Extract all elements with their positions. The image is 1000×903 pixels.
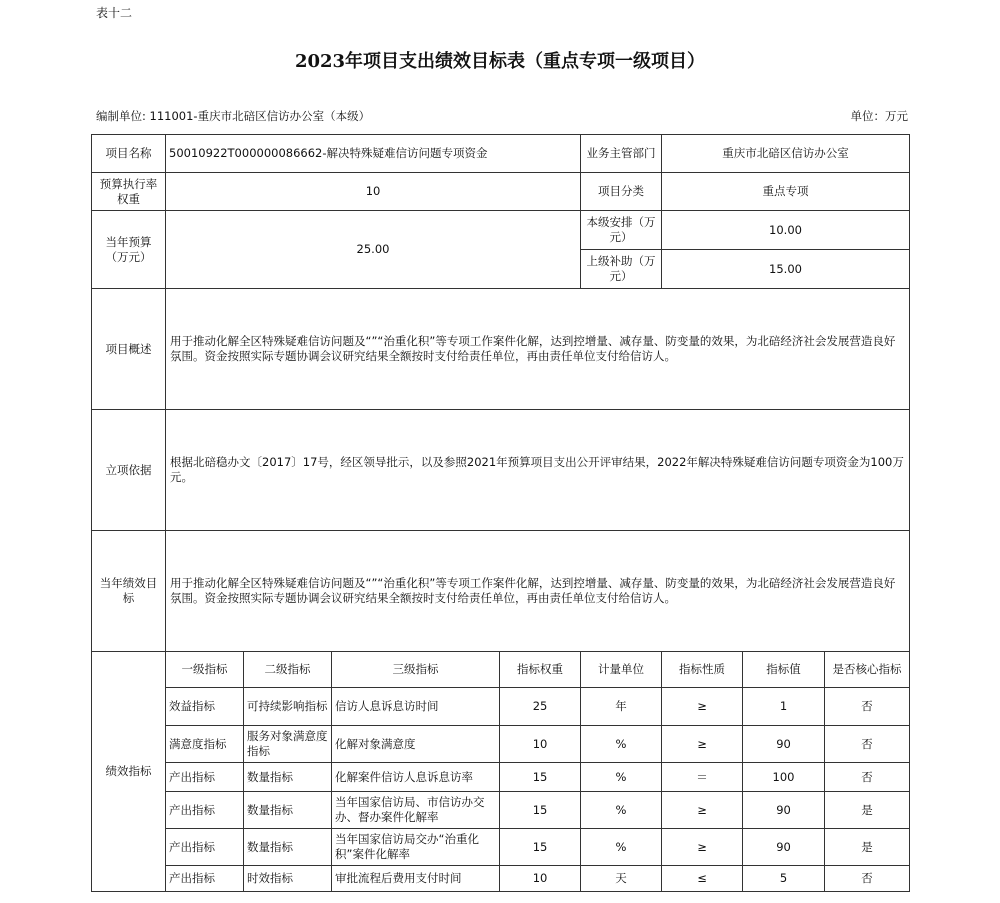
row-weight: 10 bbox=[500, 866, 581, 892]
table-row bbox=[92, 829, 910, 866]
row-nature: ≥ bbox=[662, 726, 743, 763]
table-row bbox=[92, 688, 910, 726]
row-nature: ≥ bbox=[662, 792, 743, 829]
page-title: 2023年项目支出绩效目标表（重点专项一级项目） bbox=[294, 51, 706, 72]
table-row bbox=[92, 763, 910, 792]
dept-value: 重庆市北碚区信访办公室 bbox=[662, 135, 910, 173]
budget-value: 25.00 bbox=[166, 211, 581, 289]
row-unit: 年 bbox=[581, 688, 662, 726]
row-nature: ＝ bbox=[662, 763, 743, 792]
row-value: 90 bbox=[743, 792, 825, 829]
row-level1: 满意度指标 bbox=[166, 726, 244, 763]
header-level2: 二级指标 bbox=[244, 652, 332, 688]
local-funding-value: 10.00 bbox=[662, 211, 910, 250]
project-name-value: 50010922T000000086662-解决特殊疑难信访问题专项资金 bbox=[166, 135, 581, 173]
row-level3: 化解对象满意度 bbox=[332, 726, 500, 763]
indicator-header-row bbox=[92, 652, 910, 688]
row-value: 100 bbox=[743, 763, 825, 792]
basis-label: 立项依据 bbox=[92, 410, 166, 531]
compiling-unit: 编制单位: 111001-重庆市北碚区信访办公室（本级） bbox=[96, 109, 371, 123]
row-level2: 数量指标 bbox=[244, 792, 332, 829]
header-level3: 三级指标 bbox=[332, 652, 500, 688]
row-nature: ≤ bbox=[662, 866, 743, 892]
row-level1: 产出指标 bbox=[166, 829, 244, 866]
row-core: 否 bbox=[825, 726, 910, 763]
dept-label: 业务主管部门 bbox=[581, 135, 662, 173]
row-level1: 产出指标 bbox=[166, 792, 244, 829]
local-funding-label: 本级安排（万元） bbox=[581, 211, 662, 250]
row-value: 90 bbox=[743, 726, 825, 763]
row-level3: 化解案件信访人息诉息访率 bbox=[332, 763, 500, 792]
weight-label: 预算执行率权重 bbox=[92, 173, 166, 211]
budget-label: 当年预算（万元） bbox=[92, 211, 166, 289]
row-level3: 审批流程后费用支付时间 bbox=[332, 866, 500, 892]
table-row bbox=[92, 726, 910, 763]
row-unit: % bbox=[581, 829, 662, 866]
row-weight: 10 bbox=[500, 726, 581, 763]
row-core: 否 bbox=[825, 688, 910, 726]
header-weight: 指标权重 bbox=[500, 652, 581, 688]
weight-value: 10 bbox=[166, 173, 581, 211]
project-name-label: 项目名称 bbox=[92, 135, 166, 173]
header-nature: 指标性质 bbox=[662, 652, 743, 688]
row-level1: 效益指标 bbox=[166, 688, 244, 726]
row-core: 是 bbox=[825, 792, 910, 829]
row-unit: % bbox=[581, 726, 662, 763]
overview-label: 项目概述 bbox=[92, 289, 166, 410]
row-core: 否 bbox=[825, 866, 910, 892]
basis-text: 根据北碚稳办文〔2017〕17号，经区领导批示，以及参照2021年预算项目支出公开评审结果，2022年解决特殊疑难信访问题专项资金为100万元。 bbox=[166, 410, 910, 531]
overview-text: 用于推动化解全区特殊疑难信访问题及“”“治重化积”等专项工作案件化解，达到控增量、减存量、防变量的效果，为北碚经济社会发展营造良好氛围。资金按照实际专题协调会议研究结果全额按时支付给责任单位，再由责任单位支付给信访人。 bbox=[166, 289, 910, 410]
annual-goal-text: 用于推动化解全区特殊疑难信访问题及“”“治重化积”等专项工作案件化解，达到控增量、减存量、防变量的效果，为北碚经济社会发展营造良好氛围。资金按照实际专题协调会议研究结果全额按时支付给责任单位，再由责任单位支付给信访人。 bbox=[166, 531, 910, 652]
row-value: 90 bbox=[743, 829, 825, 866]
category-label: 项目分类 bbox=[581, 173, 662, 211]
table-number: 表十二 bbox=[96, 6, 133, 20]
row-level2: 时效指标 bbox=[244, 866, 332, 892]
row-nature: ≥ bbox=[662, 829, 743, 866]
header-unit: 计量单位 bbox=[581, 652, 662, 688]
row-level2: 服务对象满意度指标 bbox=[244, 726, 332, 763]
row-core: 是 bbox=[825, 829, 910, 866]
row-unit: % bbox=[581, 763, 662, 792]
row-level2: 可持续影响指标 bbox=[244, 688, 332, 726]
row-unit: 天 bbox=[581, 866, 662, 892]
annual-goal-label: 当年绩效目标 bbox=[92, 531, 166, 652]
header-core: 是否核心指标 bbox=[825, 652, 910, 688]
row-level1: 产出指标 bbox=[166, 866, 244, 892]
row-weight: 15 bbox=[500, 763, 581, 792]
upper-subsidy-label: 上级补助（万元） bbox=[581, 250, 662, 289]
header-level1: 一级指标 bbox=[166, 652, 244, 688]
row-weight: 15 bbox=[500, 792, 581, 829]
row-level1: 产出指标 bbox=[166, 763, 244, 792]
category-value: 重点专项 bbox=[662, 173, 910, 211]
row-value: 1 bbox=[743, 688, 825, 726]
row-level3: 当年国家信访局、市信访办交办、督办案件化解率 bbox=[332, 792, 500, 829]
table-row bbox=[92, 866, 910, 892]
table-row bbox=[92, 792, 910, 829]
row-weight: 25 bbox=[500, 688, 581, 726]
row-unit: % bbox=[581, 792, 662, 829]
currency-unit: 单位：万元 bbox=[850, 109, 908, 123]
performance-target-table bbox=[91, 134, 910, 892]
row-level2: 数量指标 bbox=[244, 763, 332, 792]
row-core: 否 bbox=[825, 763, 910, 792]
row-weight: 15 bbox=[500, 829, 581, 866]
row-level3: 信访人息诉息访时间 bbox=[332, 688, 500, 726]
indicators-section-label: 绩效指标 bbox=[92, 652, 166, 892]
row-value: 5 bbox=[743, 866, 825, 892]
upper-subsidy-value: 15.00 bbox=[662, 250, 910, 289]
row-level3: 当年国家信访局交办“治重化积”案件化解率 bbox=[332, 829, 500, 866]
header-value: 指标值 bbox=[743, 652, 825, 688]
row-nature: ≥ bbox=[662, 688, 743, 726]
row-level2: 数量指标 bbox=[244, 829, 332, 866]
